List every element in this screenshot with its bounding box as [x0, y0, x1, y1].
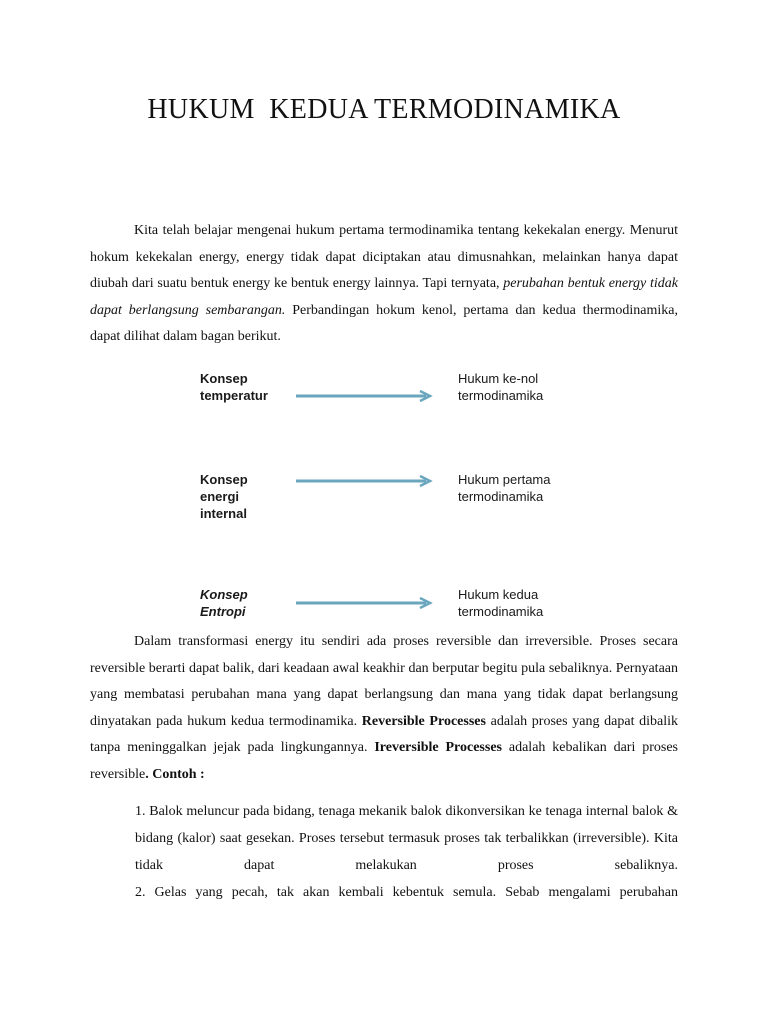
- result-line: Hukum pertama: [458, 472, 551, 487]
- result-line: termodinamika: [458, 489, 544, 504]
- arrow-right-icon: [296, 474, 436, 488]
- concept-line: Entropi: [200, 604, 246, 619]
- process-text-3: adalah kebalikan dari proses reversible: [90, 740, 678, 782]
- concept-line: Konsep: [200, 587, 248, 602]
- page-title: HUKUM KEDUA TERMODINAMIKA: [147, 94, 621, 125]
- result-line: termodinamika: [458, 604, 544, 619]
- process-text-2: adalah proses yang dapat dibalik tanpa meninggalkan jejak pada lingkungannya.: [90, 713, 679, 756]
- concept-line: internal: [200, 506, 247, 521]
- result-line: Hukum ke-nol: [458, 371, 539, 386]
- result-label: [458, 586, 543, 620]
- ireversible-term: Ireversible Processes: [374, 740, 502, 756]
- process-text-1: Dalam transformasi energy itu sendiri ada proses reversible dan irreversible. Proses secara reversible berarti dapat balik, dari keadaan awal keakhir dan berputar begitu pula sebaliknya. Pernyataan yang membatasi perubahan mana yang dapat berlangsung dan mana yang tidak dapat berlangsung dinyatakan pada hukum kedua termodinamika.: [90, 634, 678, 729]
- result-line: Hukum kedua: [458, 587, 539, 602]
- concept-label: [200, 586, 248, 620]
- intro-italic-text: perubahan bentuk energy tidak dapat berlangsung sembarangan.: [90, 276, 678, 318]
- result-line: termodinamika: [458, 388, 544, 403]
- example-list: [135, 798, 678, 906]
- concept-label: [200, 370, 268, 404]
- reversible-term: Reversible Processes: [361, 713, 486, 729]
- concept-line: Konsep: [200, 472, 248, 487]
- intro-paragraph: [90, 218, 678, 351]
- intro-text-2: Perbandingan hokum kenol, pertama dan kedua thermodinamika, dapat dilihat dalam bagan berikut.: [90, 302, 678, 345]
- arrow-right-icon: [296, 389, 436, 403]
- concept-label: [200, 471, 248, 522]
- arrow-right-icon: [296, 596, 436, 610]
- list-item: 1. Balok meluncur pada bidang, tenaga mekanik balok dikonversikan ke tenaga internal balok & bidang (kalor) saat gesekan. Proses tersebut termasuk proses tak terbalikkan (irreversible). Kita tidak dapat melakukan proses sebaliknya.: [135, 804, 678, 873]
- law-comparison-diagram: [200, 362, 620, 624]
- result-label: [458, 471, 550, 505]
- intro-text-1: Kita telah belajar mengenai hukum pertama termodinamika tentang kekekalan energy. Menurut hokum kekekalan energy, energy tidak dapat diciptakan atau dimusnahkan, melainkan hanya dapat diubah dari suatu bentuk energy ke bentuk energy lainnya. Tapi ternyata,: [90, 223, 678, 292]
- list-item: 2. Gelas yang pecah, tak akan kembali kebentuk semula. Sebab mengalami perubahan: [135, 885, 678, 900]
- concept-line: Konsep: [200, 371, 248, 386]
- concept-line: energi: [200, 489, 240, 504]
- result-label: [458, 370, 543, 404]
- process-paragraph: [90, 629, 678, 789]
- example-label: . Contoh :: [145, 766, 205, 782]
- concept-line: temperatur: [200, 388, 268, 403]
